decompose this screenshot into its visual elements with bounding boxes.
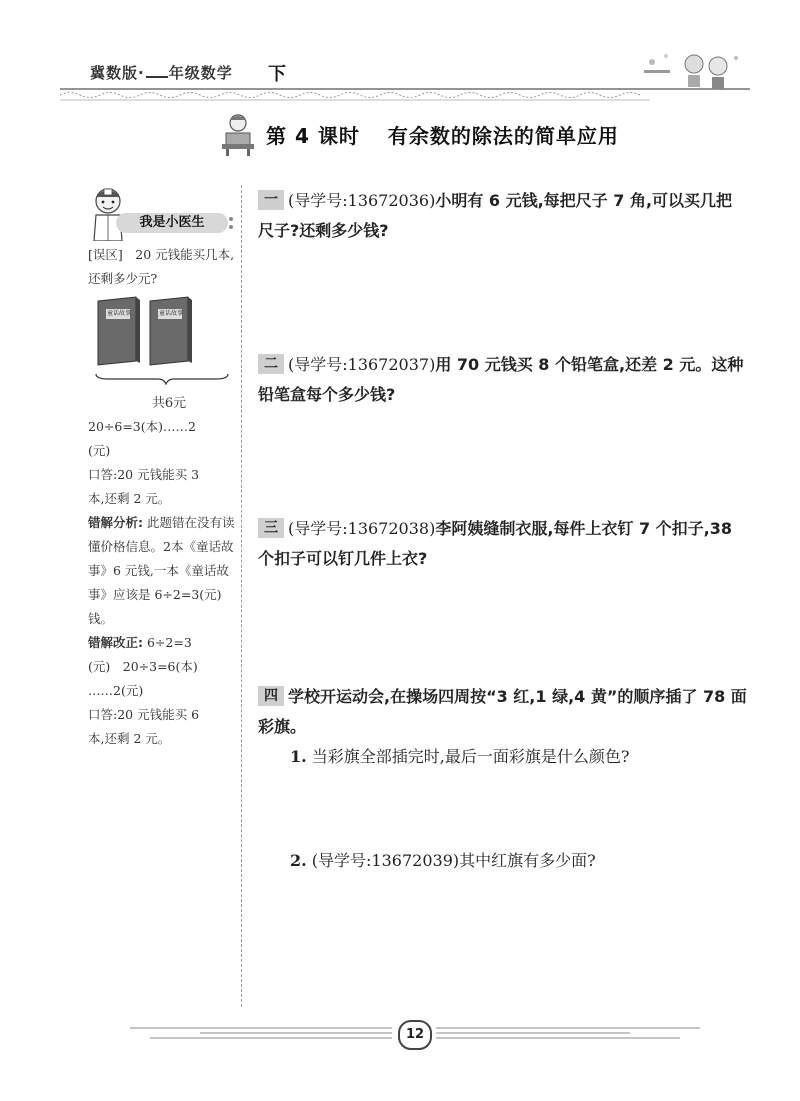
question-4-part-2 xyxy=(258,846,748,876)
book-cover-label-left: 童话故事 xyxy=(107,310,132,317)
error-analysis-text: 此题错在没有读懂价格信息。2本《童话故事》6 元钱,一本《童话故事》应该是 6÷2=3(元)钱。 xyxy=(88,515,235,626)
publisher-label: 冀数版 xyxy=(90,64,139,82)
guide-number: (导学号:13672038) xyxy=(288,519,436,538)
error-analysis-label: 错解分析: xyxy=(88,515,143,530)
wrong-line-2: (元) xyxy=(88,443,111,458)
question-number: 二 xyxy=(258,354,284,374)
correction-line-3: ……2(元) xyxy=(88,683,144,698)
sub-question-2 xyxy=(258,846,748,876)
brace-shape xyxy=(88,373,236,385)
separator-dot: · xyxy=(138,64,145,82)
page-footer xyxy=(130,1020,700,1050)
grade-blank xyxy=(146,76,168,78)
sub-question-number: 1. xyxy=(290,747,307,766)
correction-line-5: 本,还剩 2 元。 xyxy=(88,731,171,746)
volume-mark: 下 xyxy=(268,64,286,85)
question-number: 三 xyxy=(258,518,284,538)
sub-question-text: (导学号:13672039)其中红旗有多少面? xyxy=(311,851,596,870)
mistake-problem: [误区] 20 元钱能买几本,还剩多少元? xyxy=(88,247,235,286)
book-pair-image xyxy=(88,295,236,369)
book-cover-label-right: 童话故事 xyxy=(159,310,184,317)
question-text: 用 70 元钱买 8 个铅笔盒,还差 2 元。这种铅笔盒每个多少钱? xyxy=(258,355,744,404)
correction-line-4: 口答:20 元钱能买 6 xyxy=(88,707,200,722)
question-3 xyxy=(258,514,748,574)
question-2 xyxy=(258,350,748,410)
cartoon-kids-icon xyxy=(632,48,742,94)
error-analysis xyxy=(88,511,236,631)
sub-question-1 xyxy=(258,742,748,772)
correction-line-1: 6÷2=3 xyxy=(146,635,192,650)
banner-label: 我是小医生 xyxy=(116,213,228,233)
column-divider xyxy=(241,185,242,1007)
sub-question-text: 当彩旗全部插完时,最后一面彩旗是什么颜色? xyxy=(311,747,630,766)
question-1 xyxy=(258,186,748,246)
lesson-number: 第 4 课时 xyxy=(266,123,360,148)
sub-question-number: 2. xyxy=(290,851,307,870)
error-correction xyxy=(88,631,236,655)
page-header xyxy=(60,56,750,106)
dots-decoration xyxy=(226,216,236,230)
question-number: 四 xyxy=(258,686,284,706)
sidebar-banner xyxy=(88,185,236,243)
question-4 xyxy=(258,682,748,772)
wrong-line-4: 本,还剩 2 元。 xyxy=(88,491,171,506)
lesson-title-block xyxy=(218,112,619,156)
wrong-line-1: 20÷6=3(本)……2 xyxy=(88,419,196,434)
sidebar-tip-box xyxy=(88,185,236,751)
page-number: 12 xyxy=(398,1020,432,1050)
error-correction-label: 错解改正: xyxy=(88,635,143,650)
total-price-label: 共6元 xyxy=(151,396,187,411)
books-illustration xyxy=(88,295,236,369)
question-number: 一 xyxy=(258,190,284,210)
correction-line-2: (元) 20÷3=6(本) xyxy=(88,659,198,674)
question-text: 学校开运动会,在操场四周按“3 红,1 绿,4 黄”的顺序插了 78 面彩旗。 xyxy=(258,687,747,736)
guide-number: (导学号:13672037) xyxy=(288,355,436,374)
question-text: 李阿姨缝制衣服,每件上衣钉 7 个扣子,38 个扣子可以钉几件上衣? xyxy=(258,519,733,568)
lesson-topic: 有余数的除法的简单应用 xyxy=(387,123,619,148)
series-title xyxy=(90,62,233,83)
guide-number: (导学号:13672036) xyxy=(288,191,436,210)
wrong-line-3: 口答:20 元钱能买 3 xyxy=(88,467,200,482)
student-reading-icon xyxy=(218,112,258,156)
page-title xyxy=(266,120,619,149)
question-text: 小明有 6 元钱,每把尺子 7 角,可以买几把尺子?还剩多少钱? xyxy=(258,191,733,240)
grade-subject-label: 年级数学 xyxy=(168,64,233,82)
